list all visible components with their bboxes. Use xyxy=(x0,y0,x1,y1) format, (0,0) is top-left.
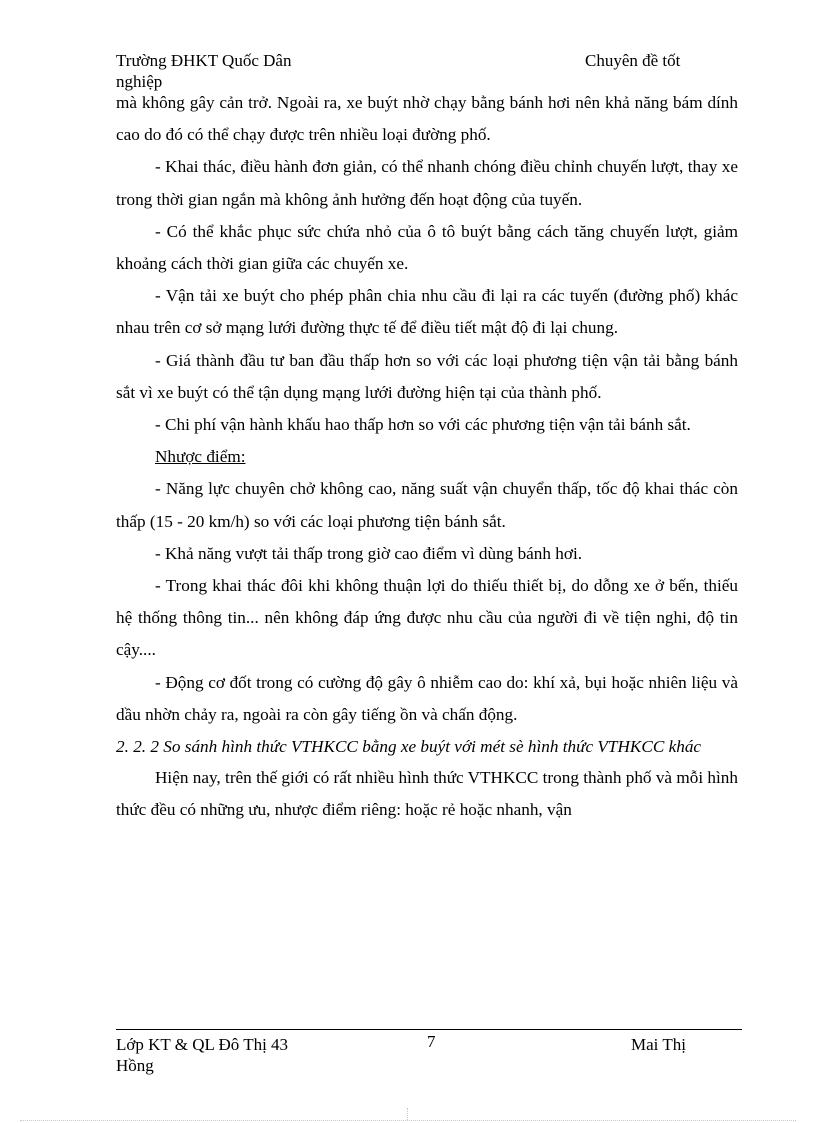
header-title: Chuyên đề tốt xyxy=(585,51,681,70)
disadvantages-heading-text: Nhược điểm: xyxy=(155,447,246,467)
document-body xyxy=(116,87,738,826)
header-wrap-text: nghiệp xyxy=(116,72,163,91)
paragraph-advantage-capacity: - Có thể khắc phục sức chứa nhỏ của ô tô buýt bằng cách tăng chuyến lượt, giảm khoảng cách thời gian giữa các chuyến xe. xyxy=(116,221,738,274)
section-heading: 2. 2. 2 So sánh hình thức VTHKCC bằng xe buýt với mét sè hình thức VTHKCC khác xyxy=(116,737,702,757)
page-number: 7 xyxy=(427,1032,436,1051)
footer-class-name: Lớp KT & QL Đô Thị 43 xyxy=(116,1035,289,1054)
footer-divider xyxy=(116,1029,742,1030)
footer-author: Mai Thị xyxy=(631,1035,686,1054)
paragraph-advantage-cost: - Chi phí vận hành khấu hao thấp hơn so với các phương tiện vận tải bánh sắt. xyxy=(155,415,691,435)
paragraph-advantage-investment: - Giá thành đầu tư ban đầu thấp hơn so với các loại phương tiện vận tải bằng bánh sắt vì xe buýt có thể tận dụng mạng lưới đường hiện tại của thành phố. xyxy=(116,350,738,402)
paragraph-intro: Hiện nay, trên thế giới có rất nhiều hình thức VTHKCC trong thành phố và mỗi hình thức đều có những ưu, nhược điểm riêng: hoặc rẻ hoặc nhanh, vận xyxy=(116,768,738,820)
disadvantages-heading xyxy=(116,441,738,473)
page-edge-tick xyxy=(407,1108,408,1120)
paragraph-disadvantage-overload: - Khả năng vượt tải thấp trong giờ cao điểm vì dùng bánh hơi. xyxy=(155,543,583,563)
footer-wrap-text: Hồng xyxy=(116,1056,154,1075)
paragraph-advantage-operation: - Khai thác, điều hành đơn giản, có thể nhanh chóng điều chỉnh chuyến lượt, thay xe trong thời gian ngắn mà không ảnh hưởng đến hoạt động của tuyến. xyxy=(116,157,738,209)
header-school xyxy=(116,50,376,92)
header-school-name: Trường ĐHKT Quốc Dân xyxy=(116,51,292,70)
paragraph-continuation: mà không gây cản trở. Ngoài ra, xe buýt nhờ chạy bằng bánh hơi nên khả năng bám dính cao do đó có thể chạy được trên nhiều loại đường phố. xyxy=(116,93,738,145)
footer-class xyxy=(116,1034,356,1076)
paragraph-disadvantage-pollution: - Động cơ đốt trong có cường độ gây ô nhiễm cao do: khí xả, bụi hoặc nhiên liệu và dầu nhờn chảy ra, ngoài ra còn gây tiếng ồn và chấn động. xyxy=(116,672,738,724)
paragraph-disadvantage-operation: - Trong khai thác đôi khi không thuận lợi do thiếu thiết bị, do dỗng xe ở bến, thiếu hệ thống thông tin... nên không đáp ứng được nhu cầu của người đi về tiện nghi, độ tin cậy.... xyxy=(116,576,738,660)
page-edge-divider xyxy=(20,1120,796,1121)
paragraph-disadvantage-capacity: - Năng lực chuyên chở không cao, năng suất vận chuyển thấp, tốc độ khai thác còn thấp (15 - 20 km/h) so với các loại phương tiện bánh sắt. xyxy=(116,479,738,531)
paragraph-advantage-routes: - Vận tải xe buýt cho phép phân chia nhu cầu đi lại ra các tuyến (đường phố) khác nhau trên cơ sở mạng lưới đường thực tế để điều tiết mật độ đi lại chung. xyxy=(116,286,738,338)
